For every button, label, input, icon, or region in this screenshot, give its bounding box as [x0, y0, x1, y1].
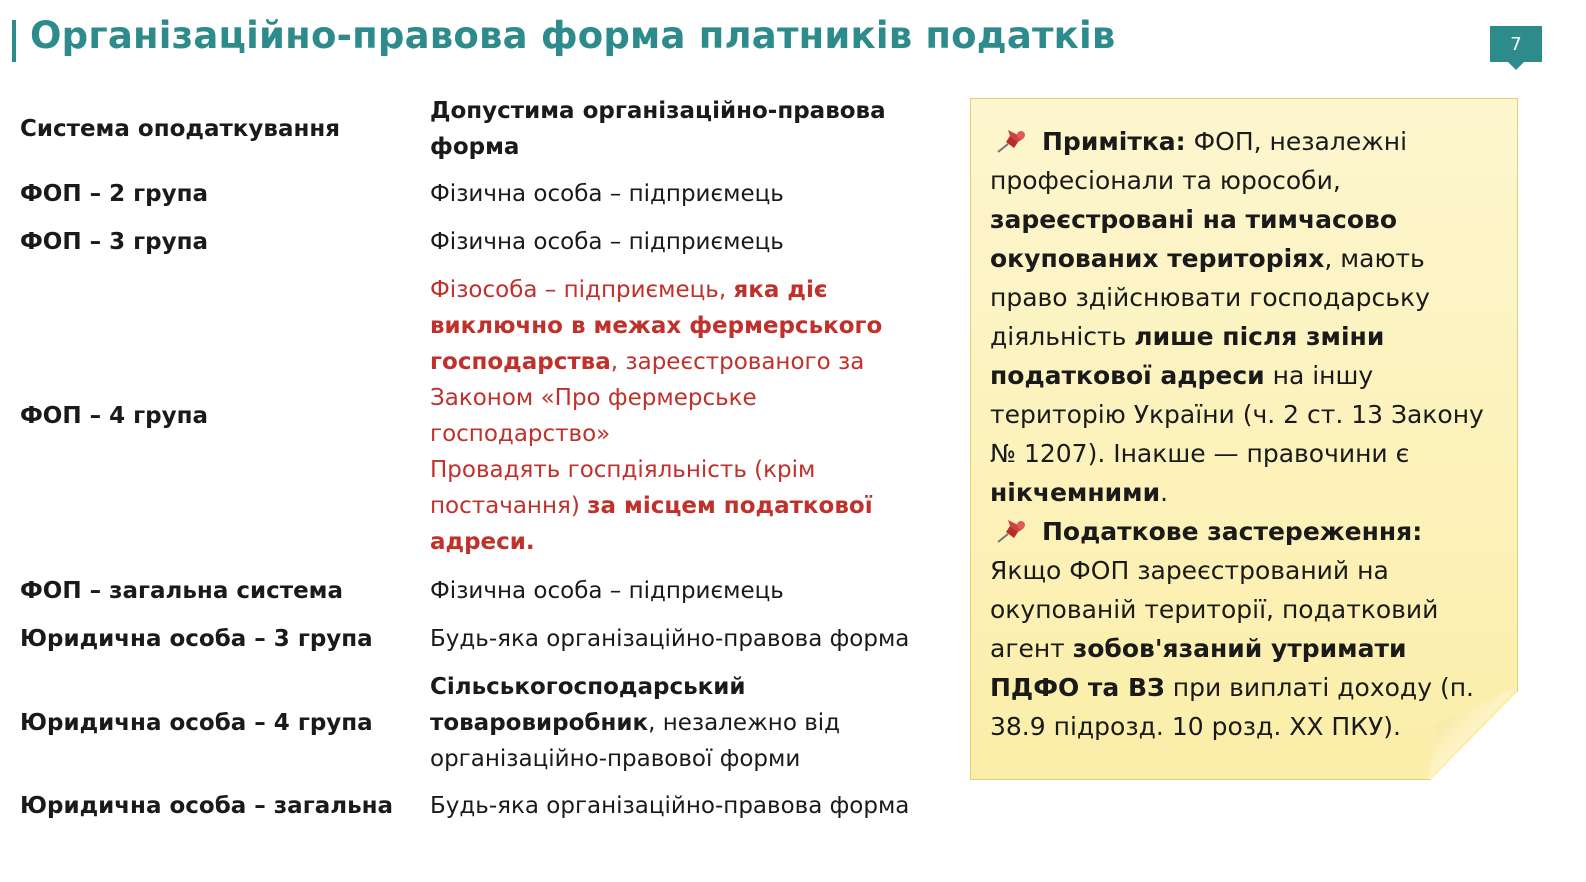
row-system: ФОП – загальна система	[20, 578, 343, 604]
note-paragraph-2: Податкове застереження: Якщо ФОП зареєстрований на окупованій території, податковий агент зобов'язаний утримати ПДФО та ВЗ при виплаті доходу (п. 38.9 підрозд. 10 розд. XX ПКУ).	[990, 517, 1475, 741]
col1-header: Система оподаткування	[20, 116, 341, 142]
title-accent-bar	[12, 20, 16, 62]
sticky-note-text	[990, 122, 1500, 746]
row-form: Фізична особа – підприємець	[430, 229, 784, 255]
page-number-badge: 7	[1490, 26, 1542, 62]
row-system: Юридична особа – 3 група	[20, 626, 373, 652]
row-form: Фізична особа – підприємець	[430, 181, 784, 207]
row-form: Будь-яка організаційно-правова форма	[430, 793, 910, 819]
col2-header: Допустима організаційно-правова форма	[430, 98, 886, 160]
pushpin-icon	[994, 516, 1030, 544]
row-system: ФОП – 3 група	[20, 229, 209, 255]
fop4-condition-1: Фізособа – підприємець, яка діє виключно в межах фермерського господарства, зареєстрованого за Законом «Про фермерське господарство»	[430, 277, 883, 447]
row-system: Юридична особа – загальна	[20, 793, 394, 819]
row-form: Фізична особа – підприємець	[430, 578, 784, 604]
row-form: Сільськогосподарський товаровиробник, незалежно від організаційно-правової форми	[430, 674, 841, 772]
note-paragraph-1: Примітка: ФОП, незалежні професіонали та юрособи, зареєстровані на тимчасово окупованих територіях, мають право здійснювати господарську діяльність лише після зміни податкової адреси на іншу територію України (ч. 2 ст. 13 Закону № 1207). Інакше — правочини є нікчемними.	[990, 127, 1484, 507]
row-system: ФОП – 2 група	[20, 181, 209, 207]
row-system: Юридична особа – 4 група	[20, 710, 373, 736]
row-form: Будь-яка організаційно-правова форма	[430, 626, 910, 652]
pushpin-icon	[994, 126, 1030, 154]
row-form-fop4	[430, 272, 900, 560]
page-title: Організаційно-правова форма платників податків	[30, 14, 1116, 57]
row-system: ФОП – 4 група	[20, 403, 209, 429]
fop4-condition-2: Провадять госпдіяльність (крім постачання) за місцем податкової адреси.	[430, 457, 873, 555]
